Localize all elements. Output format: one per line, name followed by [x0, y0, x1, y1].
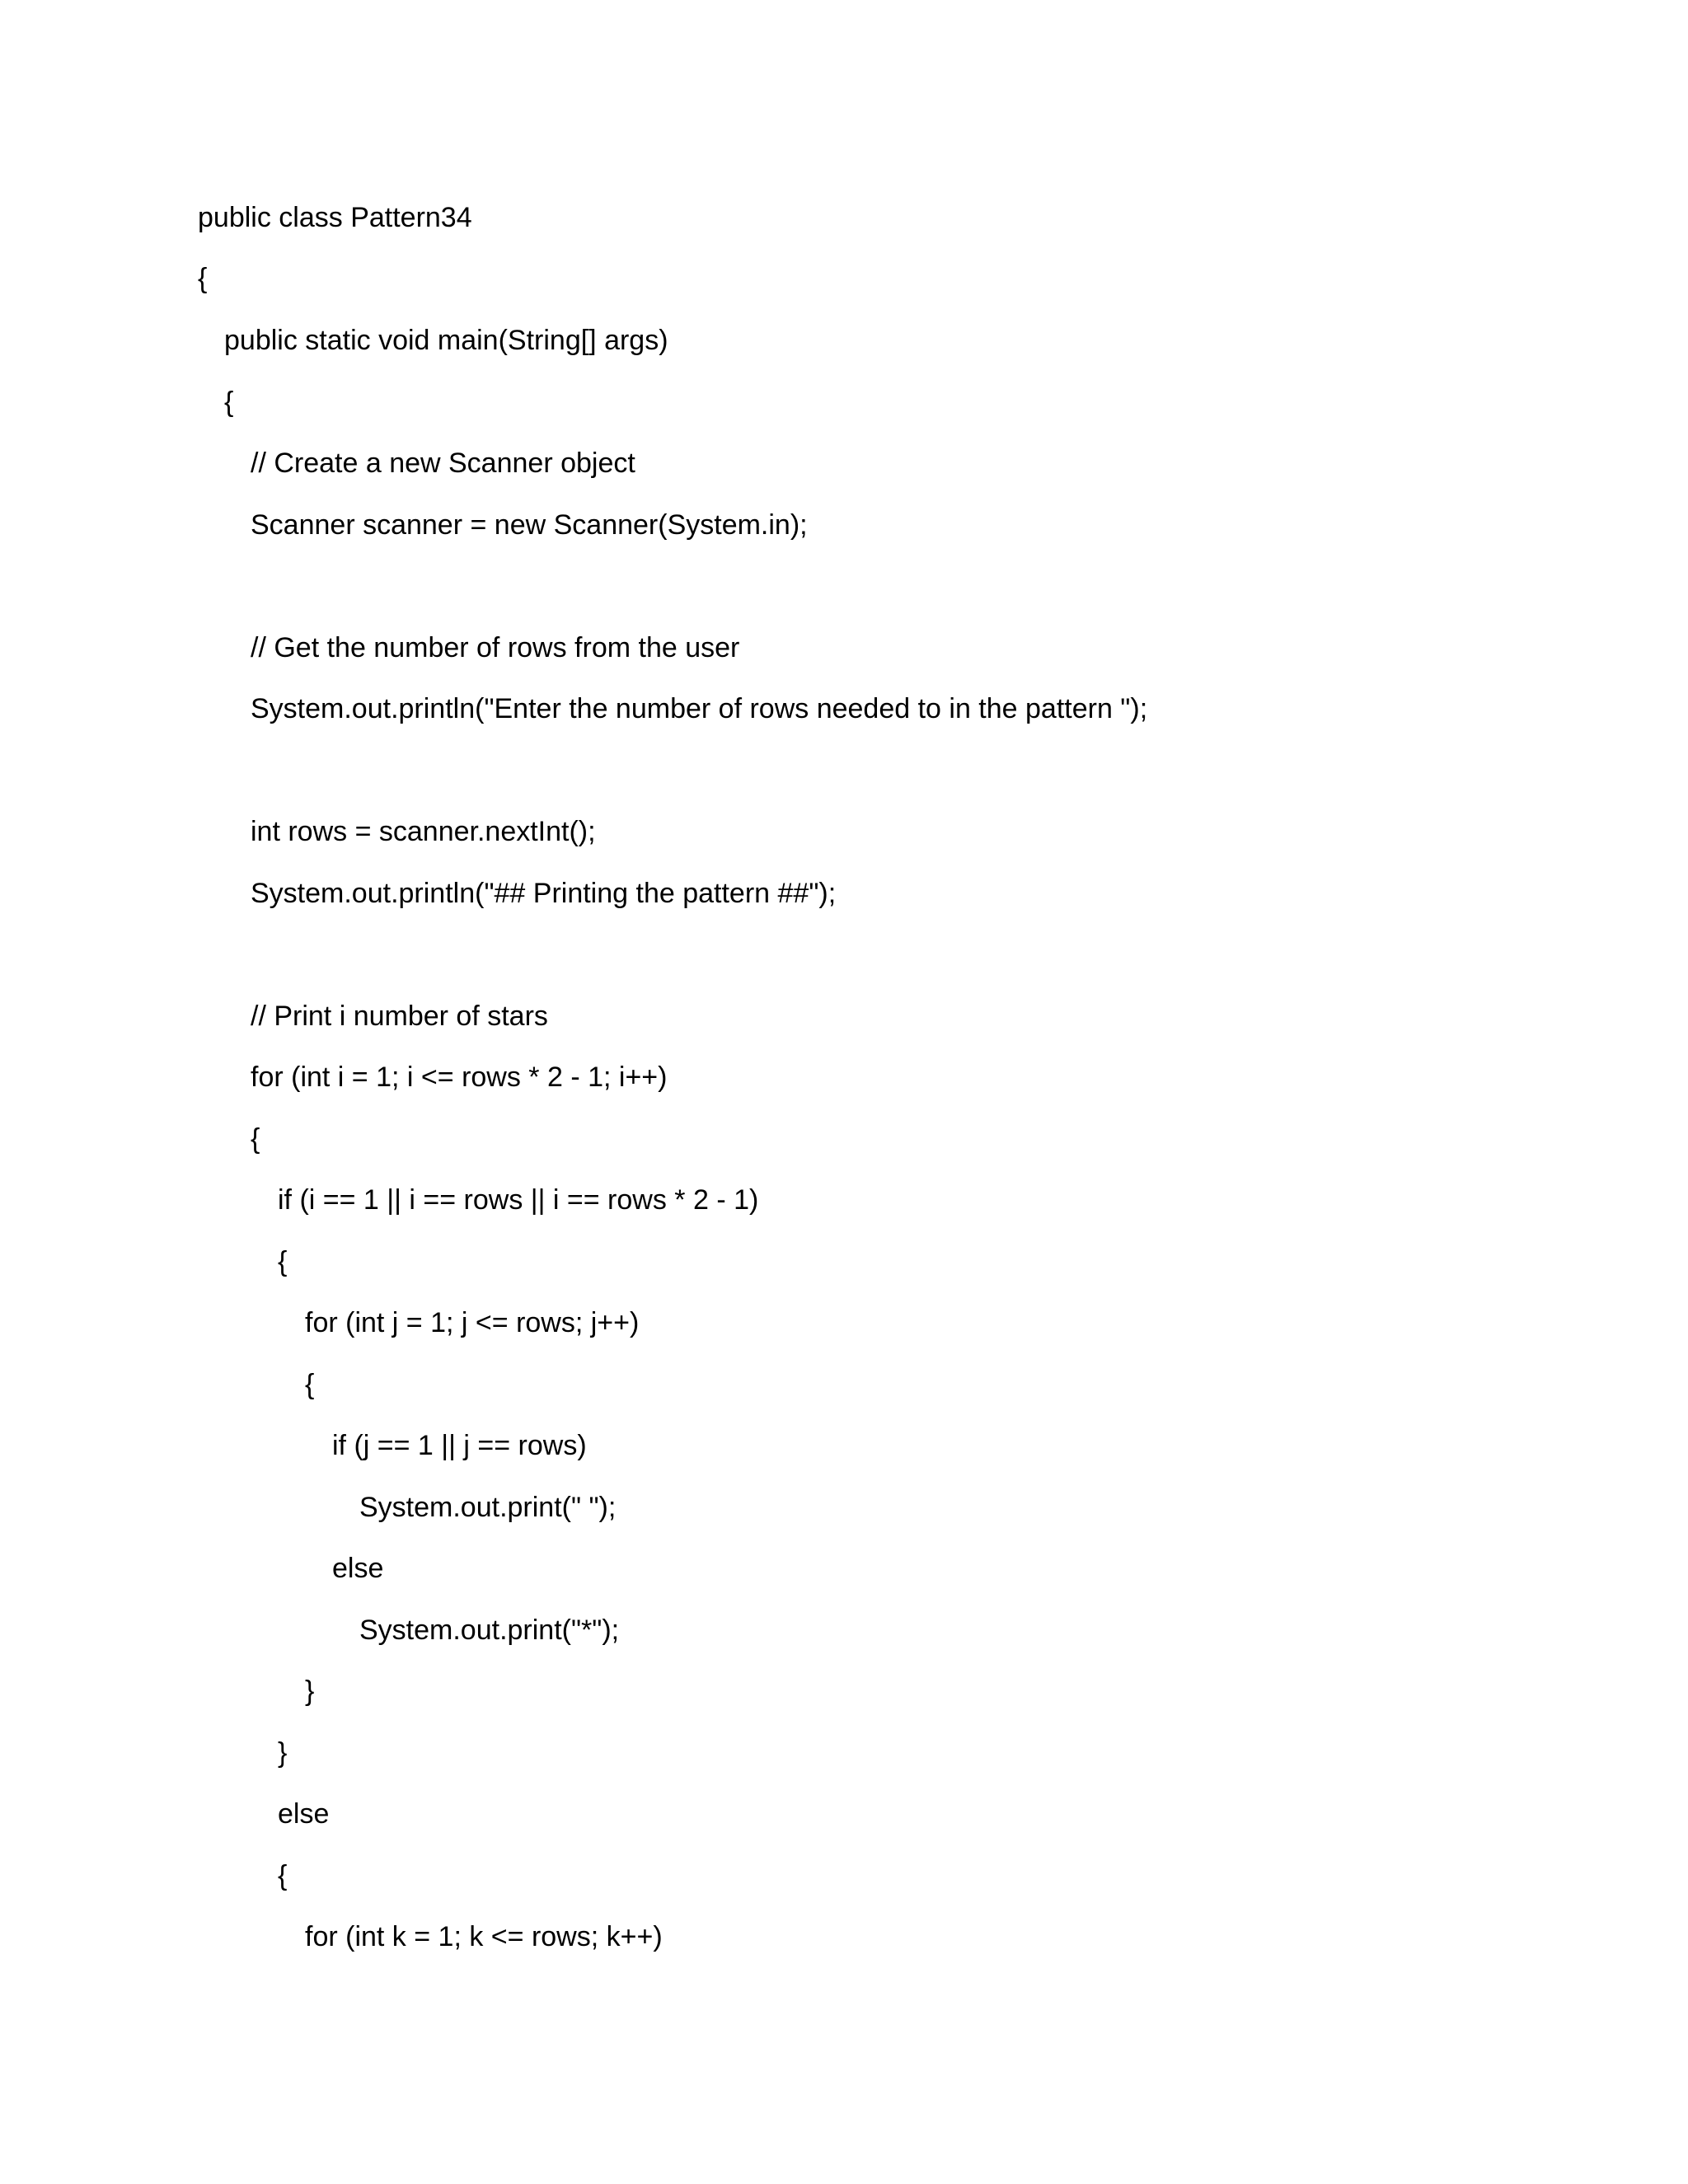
code-line-if-condition: if (i == 1 || i == rows || i == rows * 2 - 1): [278, 1184, 759, 1216]
code-line-else-outer: else: [278, 1798, 330, 1830]
code-line-main-declaration: public static void main(String[] args): [224, 325, 668, 356]
code-line-comment-rows: // Get the number of rows from the user: [251, 632, 740, 663]
code-line-read-rows: int rows = scanner.nextInt();: [251, 816, 596, 847]
code-line-scanner-init: Scanner scanner = new Scanner(System.in);: [251, 509, 808, 541]
code-line-else-open-brace: {: [278, 1860, 288, 1891]
code-line-outer-for-open-brace: {: [251, 1123, 260, 1155]
code-line-inner-for-k: for (int k = 1; k <= rows; k++): [305, 1921, 663, 1952]
code-line-header-println: System.out.println("## Printing the pattern ##");: [251, 878, 837, 909]
code-line-else-j: else: [332, 1553, 384, 1584]
code-line-class-declaration: public class Pattern34: [198, 202, 472, 233]
code-line-if-close-brace: }: [278, 1737, 288, 1769]
code-line-main-open-brace: {: [224, 387, 234, 418]
code-line-outer-for: for (int i = 1; i <= rows * 2 - 1; i++): [251, 1062, 668, 1093]
code-line-if-open-brace: {: [278, 1246, 288, 1277]
code-line-class-open-brace: {: [198, 263, 208, 294]
code-line-inner-for-j: for (int j = 1; j <= rows; j++): [305, 1307, 640, 1338]
code-line-print-star: System.out.print("*");: [359, 1615, 620, 1646]
code-line-comment-scanner: // Create a new Scanner object: [251, 448, 635, 479]
code-line-inner-for-close-brace: }: [305, 1675, 315, 1707]
code-line-prompt-println: System.out.println("Enter the number of rows needed to in the pattern ");: [251, 693, 1148, 724]
code-line-inner-for-open-brace: {: [305, 1369, 315, 1400]
code-line-print-space: System.out.print(" ");: [359, 1492, 617, 1523]
code-line-if-j-condition: if (j == 1 || j == rows): [332, 1430, 587, 1461]
code-line-comment-stars: // Print i number of stars: [251, 1001, 548, 1032]
